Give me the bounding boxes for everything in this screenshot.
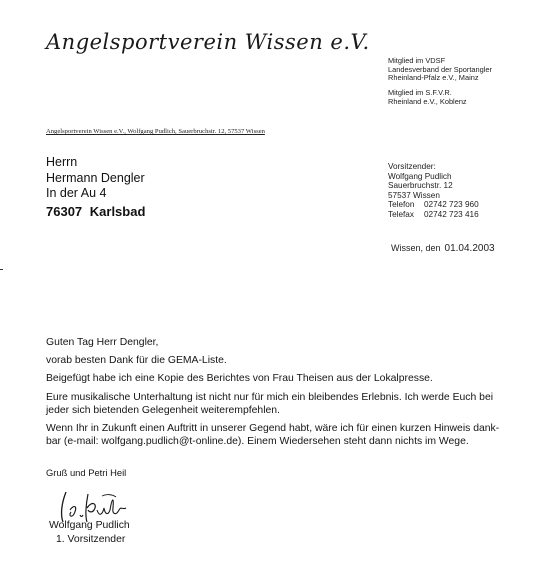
- chairman-role: Vorsitzender:: [388, 162, 436, 171]
- date-value: 01.04.2003: [444, 243, 495, 254]
- membership-line: Landesverband der Sportangler: [388, 64, 492, 74]
- phone-label: Telefon: [388, 200, 415, 210]
- recipient-address: [46, 155, 145, 202]
- recipient-city: 76307 Karlsbad: [46, 204, 146, 219]
- sender-return-address: Angelsportverein Wissen e.V., Wolfgang Pudlich, Sauerbruchstr. 12, 57537 Wissen: [46, 128, 265, 135]
- letter-paragraph-line: Wenn Ihr in Zukunft einen Auftritt in unserer Gegend habt, wäre ich für einen kurzen Hinweis dank-: [46, 423, 500, 434]
- letter-paragraph-line: bar (e-mail: wolfgang.pudlich@t-online.de). Einem Wiedersehen steht dann nichts im Wege.: [46, 436, 469, 447]
- letter-greeting: Guten Tag Herr Dengler,: [46, 337, 159, 348]
- letter-date: [391, 243, 495, 254]
- chairman-contact-block: [388, 162, 479, 220]
- recipient-salutation: Herrn: [46, 155, 78, 169]
- fold-mark: [0, 269, 3, 270]
- chairman-street: Sauerbruchstr. 12: [388, 181, 453, 191]
- chairman-city: 57537 Wissen: [388, 190, 440, 200]
- date-prefix: Wissen, den: [391, 243, 441, 253]
- recipient-name: Hermann Dengler: [46, 170, 145, 185]
- membership-block-sfvr: [388, 89, 467, 106]
- signer-name: Wolfgang Pudlich: [49, 520, 130, 531]
- membership-line: Mitglied im VDSF: [388, 56, 446, 65]
- club-name-heading: Angelsportverein Wissen e.V.: [46, 30, 370, 54]
- letter-paragraph-line: jeder sich bietenden Gelegenheit weiterempfehlen.: [46, 405, 280, 416]
- phone-number: 02742 723 960: [424, 200, 479, 210]
- chairman-fax: [388, 210, 479, 220]
- closing-phrase: Gruß und Petri Heil: [46, 467, 127, 478]
- letter-paragraph-line: Eure musikalische Unterhaltung ist nicht nur für mich ein bleibendes Erlebnis. Ich werde Euch bei: [46, 392, 494, 403]
- chairman-name: Wolfgang Pudlich: [388, 171, 452, 181]
- letter-paragraph: Beigefügt habe ich eine Kopie des Berichtes von Frau Theisen aus der Lokalpresse.: [46, 373, 433, 384]
- signer-role: 1. Vorsitzender: [56, 534, 126, 545]
- letter-paragraph: vorab besten Dank für die GEMA-Liste.: [46, 355, 227, 366]
- membership-line: Mitglied im S.F.V.R.: [388, 88, 452, 97]
- fax-number: 02742 723 416: [424, 209, 479, 219]
- membership-line: Rheinland e.V., Koblenz: [388, 96, 467, 106]
- chairman-phone: [388, 200, 479, 210]
- membership-line: Rheinland-Pfalz e.V., Mainz: [388, 73, 479, 83]
- fax-label: Telefax: [388, 209, 414, 219]
- membership-block-vdsf: [388, 57, 492, 83]
- recipient-street: In der Au 4: [46, 186, 107, 200]
